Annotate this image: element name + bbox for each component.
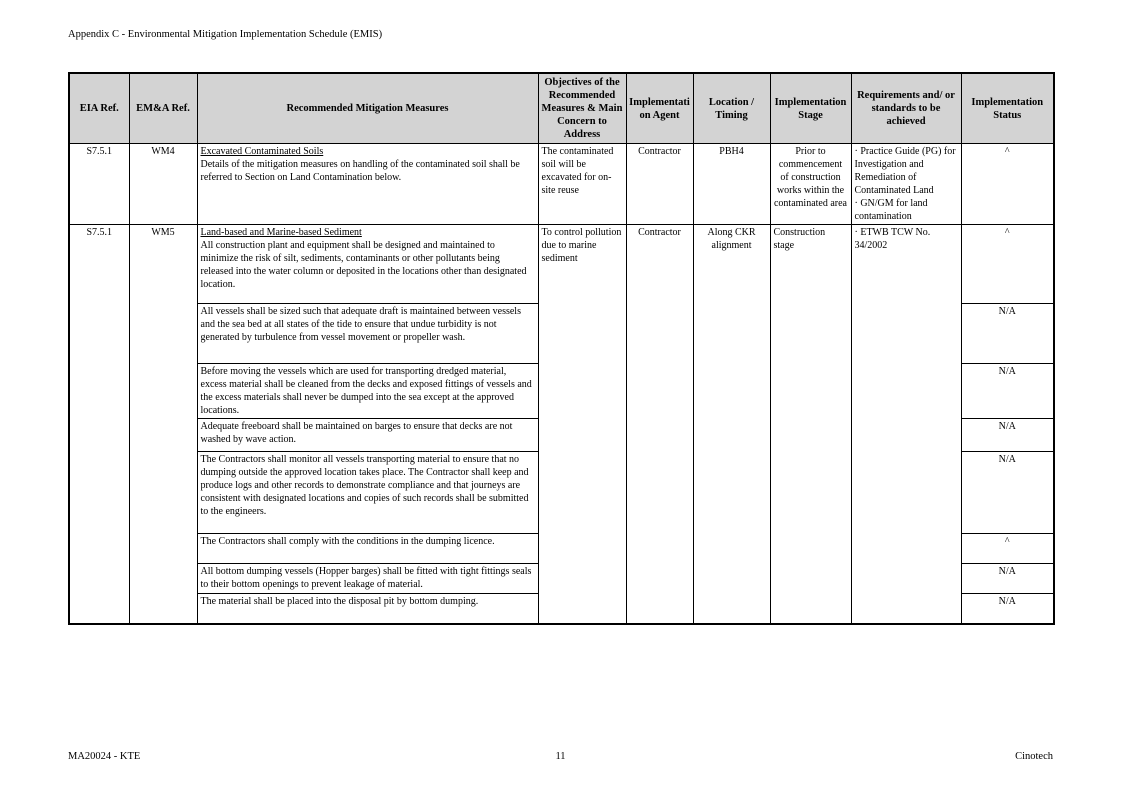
cell-requirements: [851, 225, 961, 624]
cell-status: N/A: [961, 452, 1054, 534]
col-header-objectives: Objectives of the Recommended Measures & Main Concern to Address: [538, 73, 626, 144]
cell-stage: Prior to commencement of construction works within the contaminated area: [770, 144, 851, 225]
col-header-requirements: Requirements and/ or standards to be achieved: [851, 73, 961, 144]
cell-status: N/A: [961, 304, 1054, 364]
document-footer: [68, 750, 1053, 764]
cell-measures: [197, 304, 538, 364]
table-row-wm5-1: [69, 225, 1054, 304]
col-header-agent: Implementation Agent: [626, 73, 693, 144]
cell-status: ^: [961, 144, 1054, 225]
emis-table: [68, 72, 1055, 625]
measure-text: The Contractors shall comply with the conditions in the dumping licence.: [200, 536, 495, 547]
cell-objectives: To control pollution due to marine sediment: [538, 225, 626, 624]
col-header-eia-ref: EIA Ref.: [69, 73, 129, 144]
cell-status: N/A: [961, 419, 1054, 452]
cell-agent: Contractor: [626, 225, 693, 624]
cell-requirements: [851, 144, 961, 225]
requirement-item: · Practice Guide (PG) for Investigation and Remediation of Contaminated Land: [854, 146, 956, 196]
col-header-status: Implementation Status: [961, 73, 1054, 144]
cell-measures: [197, 225, 538, 304]
document-title: Appendix C - Environmental Mitigation Implementation Schedule (EMIS): [68, 29, 383, 40]
measure-heading: Excavated Contaminated Soils: [200, 146, 324, 157]
header-row: [69, 73, 1054, 144]
cell-eia-ref: S7.5.1: [69, 144, 129, 225]
cell-measures: [197, 419, 538, 452]
measure-text: All vessels shall be sized such that adequate draft is maintained between vessels and the sea bed at all states of the tide to ensure that undue turbidity is not generated by turbulence from vessel movement or propeller wash.: [200, 306, 521, 343]
measure-text: All bottom dumping vessels (Hopper barges) shall be fitted with tight fittings seals to their bottom openings to prevent leakage of material.: [200, 566, 532, 590]
measure-text: Before moving the vessels which are used for transporting dredged material, excess material shall be cleaned from the decks and exposed fittings of vessels and the excess materials shall never be dumped into the sea except at the approved locations.: [200, 366, 532, 416]
cell-measures: [197, 144, 538, 225]
measure-heading: Land-based and Marine-based Sediment: [200, 227, 362, 238]
cell-measures: [197, 534, 538, 564]
measure-text: The Contractors shall monitor all vessels transporting material to ensure that no dumping outside the approved location takes place. The Contractor shall keep and produce logs and other records to demonstrate compliance and that journeys are consistent with designated locations and copies of such records shall be submitted to the engineers.: [200, 454, 529, 517]
cell-status: ^: [961, 225, 1054, 304]
cell-status: ^: [961, 534, 1054, 564]
col-header-measures: Recommended Mitigation Measures: [197, 73, 538, 144]
cell-eia-ref: S7.5.1: [69, 225, 129, 624]
footer-page-number: 11: [555, 751, 566, 762]
col-header-ema-ref: EM&A Ref.: [129, 73, 197, 144]
requirement-item: · ETWB TCW No. 34/2002: [854, 227, 931, 251]
cell-stage: Construction stage: [770, 225, 851, 624]
cell-status: N/A: [961, 564, 1054, 594]
cell-measures: [197, 452, 538, 534]
footer-project-ref: MA20024 - KTE: [68, 751, 141, 762]
cell-measures: [197, 594, 538, 624]
cell-ema-ref: WM4: [129, 144, 197, 225]
cell-agent: Contractor: [626, 144, 693, 225]
measure-text: All construction plant and equipment shall be designed and maintained to minimize the risk of silt, sediments, contaminants or other pollutants being released into the water column or deposited in the locations other than designated location.: [200, 240, 527, 290]
cell-objectives: The contaminated soil will be excavated for on-site reuse: [538, 144, 626, 225]
footer-company: Cinotech: [1015, 751, 1053, 762]
col-header-location: Location / Timing: [693, 73, 770, 144]
measure-text: The material shall be placed into the disposal pit by bottom dumping.: [200, 596, 479, 607]
cell-location: PBH4: [693, 144, 770, 225]
cell-status: N/A: [961, 594, 1054, 624]
cell-measures: [197, 564, 538, 594]
table-row-wm4: [69, 144, 1054, 225]
cell-status: N/A: [961, 364, 1054, 419]
measure-text: Details of the mitigation measures on handling of the contaminated soil shall be referred to Section on Land Contamination below.: [200, 159, 520, 183]
cell-location: Along CKR alignment: [693, 225, 770, 624]
col-header-stage: Implementation Stage: [770, 73, 851, 144]
cell-ema-ref: WM5: [129, 225, 197, 624]
requirement-item: · GN/GM for land contamination: [854, 198, 928, 222]
cell-measures: [197, 364, 538, 419]
measure-text: Adequate freeboard shall be maintained on barges to ensure that decks are not washed by wave action.: [200, 421, 513, 445]
